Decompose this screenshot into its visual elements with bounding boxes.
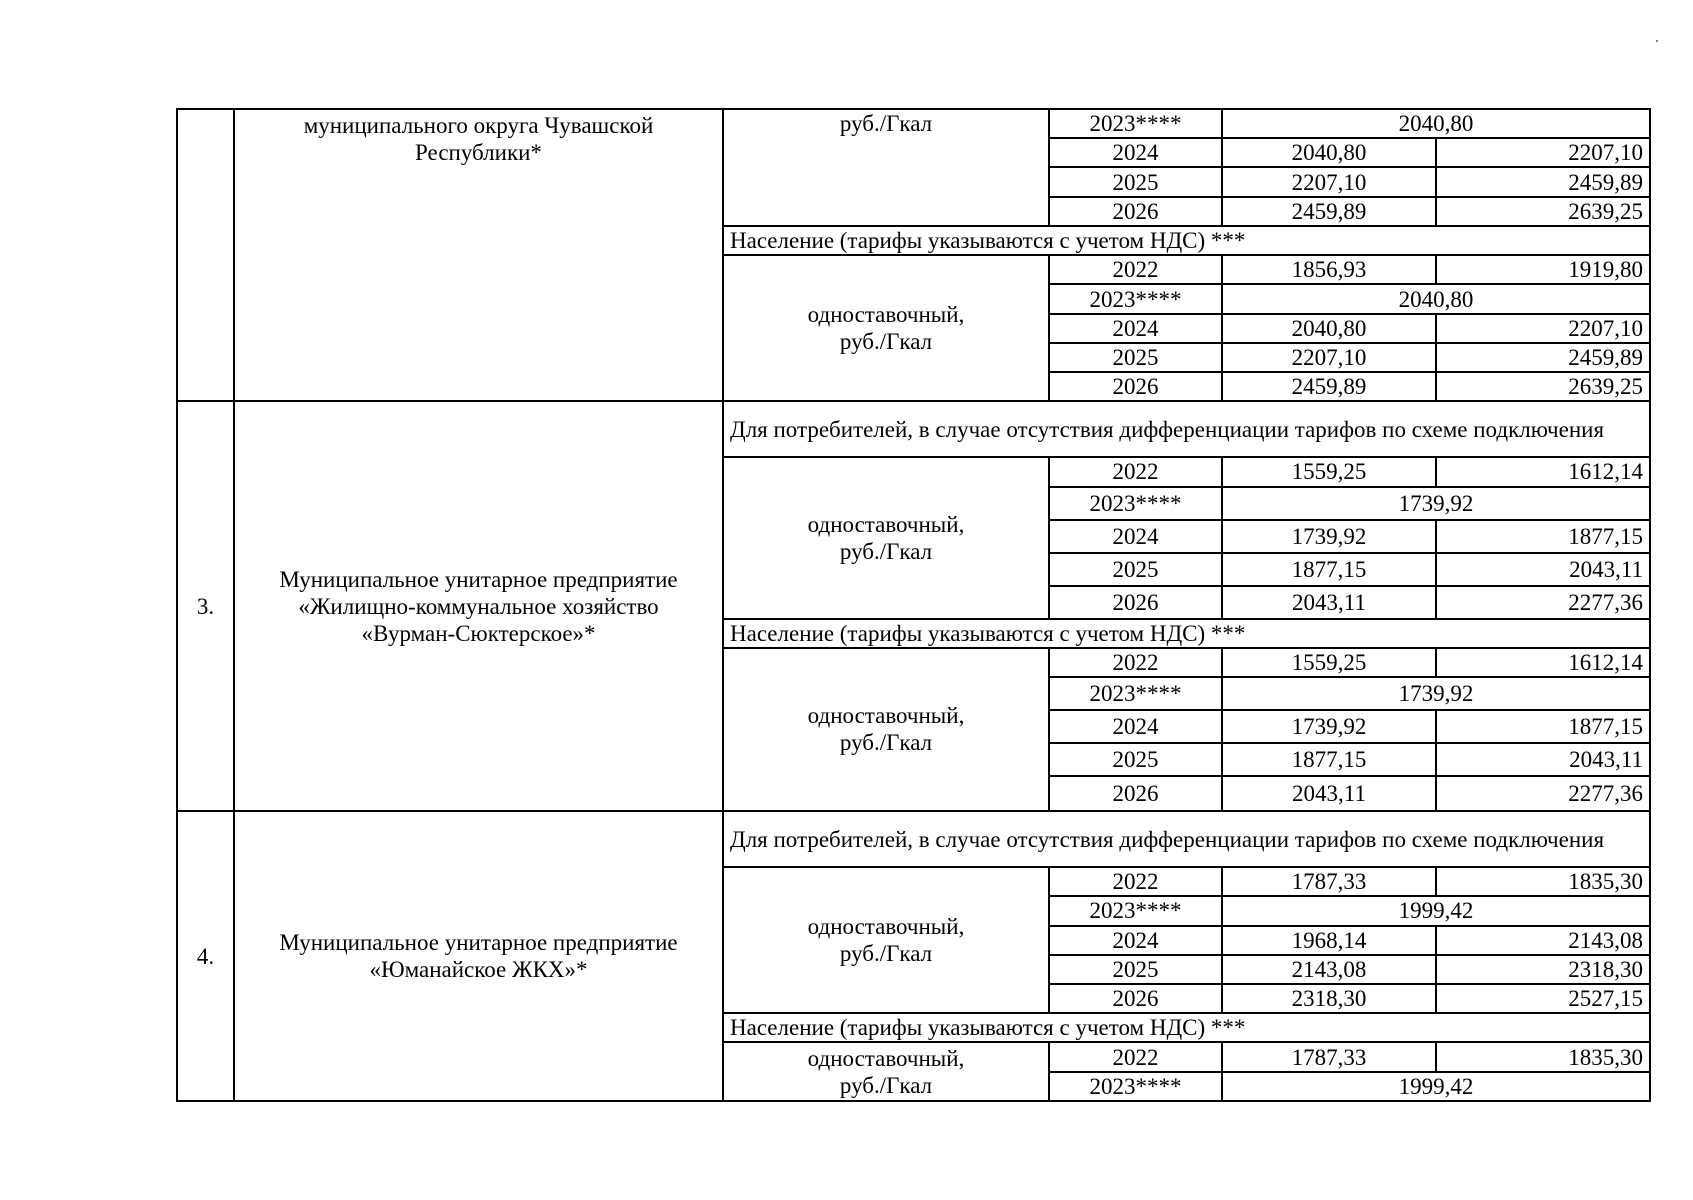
year-cell: 2022 (1049, 1042, 1222, 1071)
tariff-unit-line: руб./Гкал (839, 941, 933, 967)
year-cell: 2024 (1049, 926, 1222, 955)
tariff-value-h2: 1877,15 (1436, 710, 1650, 743)
tariff-unit-line: одноставочный, (807, 511, 965, 537)
tariff-value-h1: 1968,14 (1222, 926, 1436, 955)
tariff-value-h1: 2459,89 (1222, 372, 1436, 401)
tariff-unit (723, 457, 1049, 618)
tariff-value-h2: 2043,11 (1436, 743, 1650, 776)
tariff-value-h1: 2043,11 (1222, 586, 1436, 619)
tariff-value-h1: 1787,33 (1222, 1042, 1436, 1071)
population-header: Население (тарифы указываются с учетом НДС) *** (723, 619, 1650, 648)
year-cell: 2026 (1049, 372, 1222, 401)
tariff-value-h2: 2277,36 (1436, 586, 1650, 619)
tariff-value-h2: 1835,30 (1436, 867, 1650, 896)
tariff-value-h1: 2207,10 (1222, 167, 1436, 196)
tariff-value-h2: 2639,25 (1436, 372, 1650, 401)
table-row (177, 109, 1650, 138)
tariff-value-h2: 2639,25 (1436, 197, 1650, 226)
organization-line: Муниципальное унитарное предприятие (279, 930, 678, 956)
tariff-value-h2: 2318,30 (1436, 955, 1650, 984)
organization-line: Муниципальное унитарное предприятие (279, 566, 678, 592)
year-cell: 2026 (1049, 984, 1222, 1013)
tariff-unit-line: одноставочный, (807, 1045, 965, 1071)
organization-name (234, 109, 723, 401)
year-cell: 2023**** (1049, 1072, 1222, 1101)
tariff-value-h2: 2277,36 (1436, 776, 1650, 811)
tariff-value-h2: 1612,14 (1436, 457, 1650, 486)
scan-dot (1656, 40, 1658, 42)
year-cell: 2024 (1049, 710, 1222, 743)
tariff-unit (723, 1042, 1049, 1101)
year-cell: 2026 (1049, 197, 1222, 226)
organization-name (234, 401, 723, 811)
tariff-value-h2: 2207,10 (1436, 314, 1650, 343)
tariff-unit-line: одноставочный, (807, 914, 965, 940)
year-cell: 2024 (1049, 520, 1222, 553)
tariff-value-h1: 2143,08 (1222, 955, 1436, 984)
consumers-header: Для потребителей, в случае отсутствия дифференциации тарифов по схеме подключения (723, 401, 1650, 457)
organization-name (234, 811, 723, 1101)
year-cell: 2022 (1049, 648, 1222, 677)
tariff-value-h1: 1856,93 (1222, 255, 1436, 284)
tariff-value-h2: 2207,10 (1436, 138, 1650, 167)
tariff-value-h1: 2040,80 (1222, 138, 1436, 167)
consumers-header: Для потребителей, в случае отсутствия дифференциации тарифов по схеме подключения (723, 811, 1650, 867)
year-cell: 2026 (1049, 776, 1222, 811)
organization-line: «Вурман-Сюктерское»* (361, 620, 596, 646)
tariff-value-merged: 2040,80 (1222, 109, 1650, 138)
year-cell: 2022 (1049, 457, 1222, 486)
year-cell: 2023**** (1049, 896, 1222, 925)
row-number (177, 109, 234, 401)
year-cell: 2024 (1049, 138, 1222, 167)
tariff-value-h1: 1559,25 (1222, 457, 1436, 486)
tariff-value-h2: 2143,08 (1436, 926, 1650, 955)
year-cell: 2024 (1049, 314, 1222, 343)
year-cell: 2025 (1049, 743, 1222, 776)
tariff-value-h1: 1877,15 (1222, 553, 1436, 586)
tariff-value-merged: 1999,42 (1222, 1072, 1650, 1101)
tariff-unit (723, 648, 1049, 811)
population-header: Население (тарифы указываются с учетом НДС) *** (723, 226, 1650, 255)
year-cell: 2023**** (1049, 284, 1222, 313)
year-cell: 2022 (1049, 867, 1222, 896)
tariff-value-h1: 1739,92 (1222, 710, 1436, 743)
tariff-value-h2: 1612,14 (1436, 648, 1650, 677)
tariff-table (176, 108, 1651, 1102)
tariff-unit-line: руб./Гкал (839, 730, 933, 756)
year-cell: 2026 (1049, 586, 1222, 619)
tariff-unit: руб./Гкал (723, 109, 1049, 226)
year-cell: 2025 (1049, 343, 1222, 372)
tariff-value-merged: 1739,92 (1222, 487, 1650, 520)
organization-line: Республики* (415, 140, 542, 165)
row-number: 4. (177, 811, 234, 1101)
tariff-value-h1: 2043,11 (1222, 776, 1436, 811)
tariff-value-h2: 1835,30 (1436, 1042, 1650, 1071)
tariff-unit-line: одноставочный, (807, 703, 965, 729)
row-number: 3. (177, 401, 234, 811)
year-cell: 2025 (1049, 167, 1222, 196)
tariff-value-merged: 1739,92 (1222, 677, 1650, 710)
year-cell: 2022 (1049, 255, 1222, 284)
organization-line: «Жилищно-коммунальное хозяйство (298, 593, 659, 619)
year-cell: 2023**** (1049, 677, 1222, 710)
tariff-unit (723, 867, 1049, 1013)
tariff-value-h2: 1919,80 (1436, 255, 1650, 284)
tariff-value-h1: 1559,25 (1222, 648, 1436, 677)
tariff-unit-line: руб./Гкал (839, 538, 933, 564)
tariff-unit-line: одноставочный, (807, 302, 965, 328)
year-cell: 2023**** (1049, 109, 1222, 138)
tariff-value-h1: 2459,89 (1222, 197, 1436, 226)
organization-line: муниципального округа Чувашской (303, 113, 654, 138)
tariff-value-merged: 2040,80 (1222, 284, 1650, 313)
year-cell: 2025 (1049, 553, 1222, 586)
tariff-value-h1: 1739,92 (1222, 520, 1436, 553)
tariff-value-h2: 1877,15 (1436, 520, 1650, 553)
tariff-value-h2: 2527,15 (1436, 984, 1650, 1013)
tariff-value-h2: 2459,89 (1436, 343, 1650, 372)
tariff-value-merged: 1999,42 (1222, 896, 1650, 925)
table-row (177, 401, 1650, 457)
tariff-unit-line: руб./Гкал (839, 329, 933, 355)
tariff-value-h1: 1877,15 (1222, 743, 1436, 776)
year-cell: 2023**** (1049, 487, 1222, 520)
population-header: Население (тарифы указываются с учетом НДС) *** (723, 1013, 1650, 1042)
organization-line: «Юманайское ЖКХ»* (369, 957, 588, 983)
tariff-unit (723, 255, 1049, 401)
tariff-value-h1: 1787,33 (1222, 867, 1436, 896)
tariff-unit-line: руб./Гкал (839, 1072, 933, 1098)
tariff-value-h1: 2318,30 (1222, 984, 1436, 1013)
year-cell: 2025 (1049, 955, 1222, 984)
table-row (177, 811, 1650, 867)
tariff-value-h1: 2207,10 (1222, 343, 1436, 372)
tariff-value-h2: 2043,11 (1436, 553, 1650, 586)
tariff-value-h2: 2459,89 (1436, 167, 1650, 196)
tariff-value-h1: 2040,80 (1222, 314, 1436, 343)
